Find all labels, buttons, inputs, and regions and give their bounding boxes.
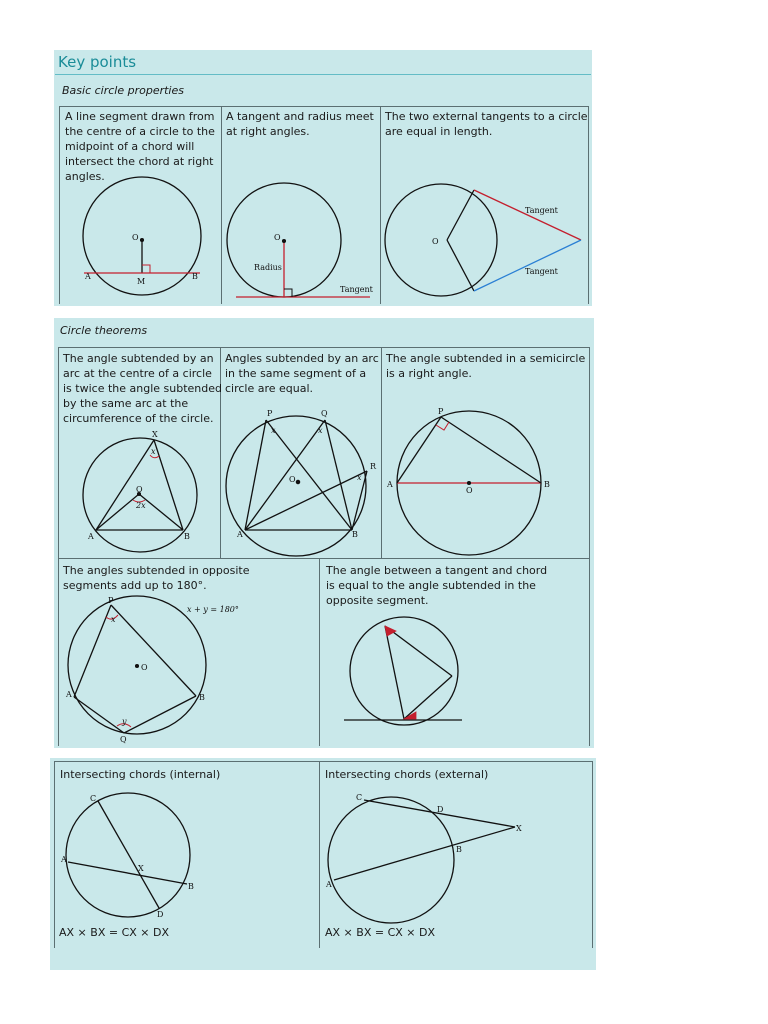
theorem-text-5: The angle between a tangent and chord is equal to the angle subtended in the opposite segment. (326, 564, 548, 607)
diagram-label: C (90, 794, 97, 803)
page-title: Key points (58, 53, 137, 71)
diagram-label: B (184, 532, 190, 541)
diagram-label: B (352, 530, 358, 539)
basic-text-2: A tangent and radius meet at right angles. (226, 110, 374, 138)
chords-external-formula: AX × BX = CX × DX (325, 926, 435, 939)
theorem-text-3: The angle subtended in a semicircle is a right angle. (386, 352, 586, 380)
diagram-label: O (274, 233, 281, 242)
diagram-label: X (152, 430, 158, 439)
diagram-label: A (237, 530, 243, 539)
alternate-segment-diagram (344, 617, 462, 725)
diagram-label: O (132, 233, 139, 242)
diagram-label: x (111, 615, 116, 624)
same-segment-diagram (226, 416, 367, 556)
tangent-radius-diagram (227, 183, 370, 297)
diagram-label: Q (120, 735, 127, 744)
diagram-label: x + y = 180° (187, 605, 239, 614)
diagram-label: A (88, 532, 94, 541)
diagram-label: x (151, 447, 156, 456)
diagram-label: x (271, 426, 276, 435)
semicircle-diagram (397, 411, 541, 555)
diagram-label: X (516, 824, 522, 833)
diagram-label: C (356, 793, 363, 802)
external-chords-diagram (328, 797, 515, 923)
diagram-label: A (66, 690, 72, 699)
diagram-label: B (199, 693, 205, 702)
diagram-label: P (267, 409, 273, 418)
diagram-label: A (326, 880, 332, 889)
basic-heading: Basic circle properties (62, 84, 184, 97)
angle-at-centre-diagram (83, 438, 197, 552)
basic-text-3: The two external tangents to a circle are equal in length. (385, 110, 588, 138)
diagram-label: B (544, 480, 550, 489)
diagram-label: M (137, 277, 146, 286)
chords-external-title: Intersecting chords (external) (325, 768, 489, 781)
external-tangents-diagram (385, 184, 581, 296)
chords-internal-title: Intersecting chords (internal) (60, 768, 221, 781)
diagram-label: x (318, 426, 323, 435)
diagram-label: B (192, 272, 198, 281)
diagram-label: O (141, 663, 148, 672)
diagram-label: B (456, 845, 462, 854)
internal-chords-diagram (66, 793, 190, 917)
diagram-label: y (122, 717, 127, 726)
theorem-text-1: The angle subtended by an arc at the centre of a circle is twice the angle subtended by the same arc at the circumference of the circle. (63, 352, 222, 425)
diagram-label: A (387, 480, 393, 489)
diagram-label: P (438, 407, 444, 416)
diagram-label: Tangent (525, 267, 558, 276)
diagram-label: P (108, 596, 114, 605)
diagram-label: Radius (254, 263, 282, 272)
diagram-label: A (85, 272, 91, 281)
theorem-text-2: Angles subtended by an arc in the same segment of a circle are equal. (225, 352, 379, 395)
diagram-label: Tangent (340, 285, 373, 294)
diagram-label: R (370, 462, 377, 471)
theorem-text-4: The angles subtended in opposite segments add up to 180°. (63, 564, 250, 592)
diagram-label: Tangent (525, 206, 558, 215)
chords-internal-formula: AX × BX = CX × DX (59, 926, 169, 939)
diagram-label: O (432, 237, 439, 246)
diagram-label: 2x (136, 501, 146, 510)
diagram-label: D (157, 910, 164, 919)
cyclic-quadrilateral-diagram (68, 596, 206, 734)
diagram-label: X (138, 864, 144, 873)
diagram-label: B (188, 882, 194, 891)
diagram-label: D (437, 805, 444, 814)
diagram-label: O (136, 485, 143, 494)
diagram-label: O (466, 486, 473, 495)
diagram-label: O (289, 475, 296, 484)
basic-text-1: A line segment drawn from the centre of a circle to the midpoint of a chord will intersect the chord at right angles. (65, 110, 215, 183)
theorems-heading: Circle theorems (60, 324, 148, 337)
diagram-label: Q (321, 409, 328, 418)
diagram-label: x (357, 473, 362, 482)
diagram-label: A (61, 855, 67, 864)
